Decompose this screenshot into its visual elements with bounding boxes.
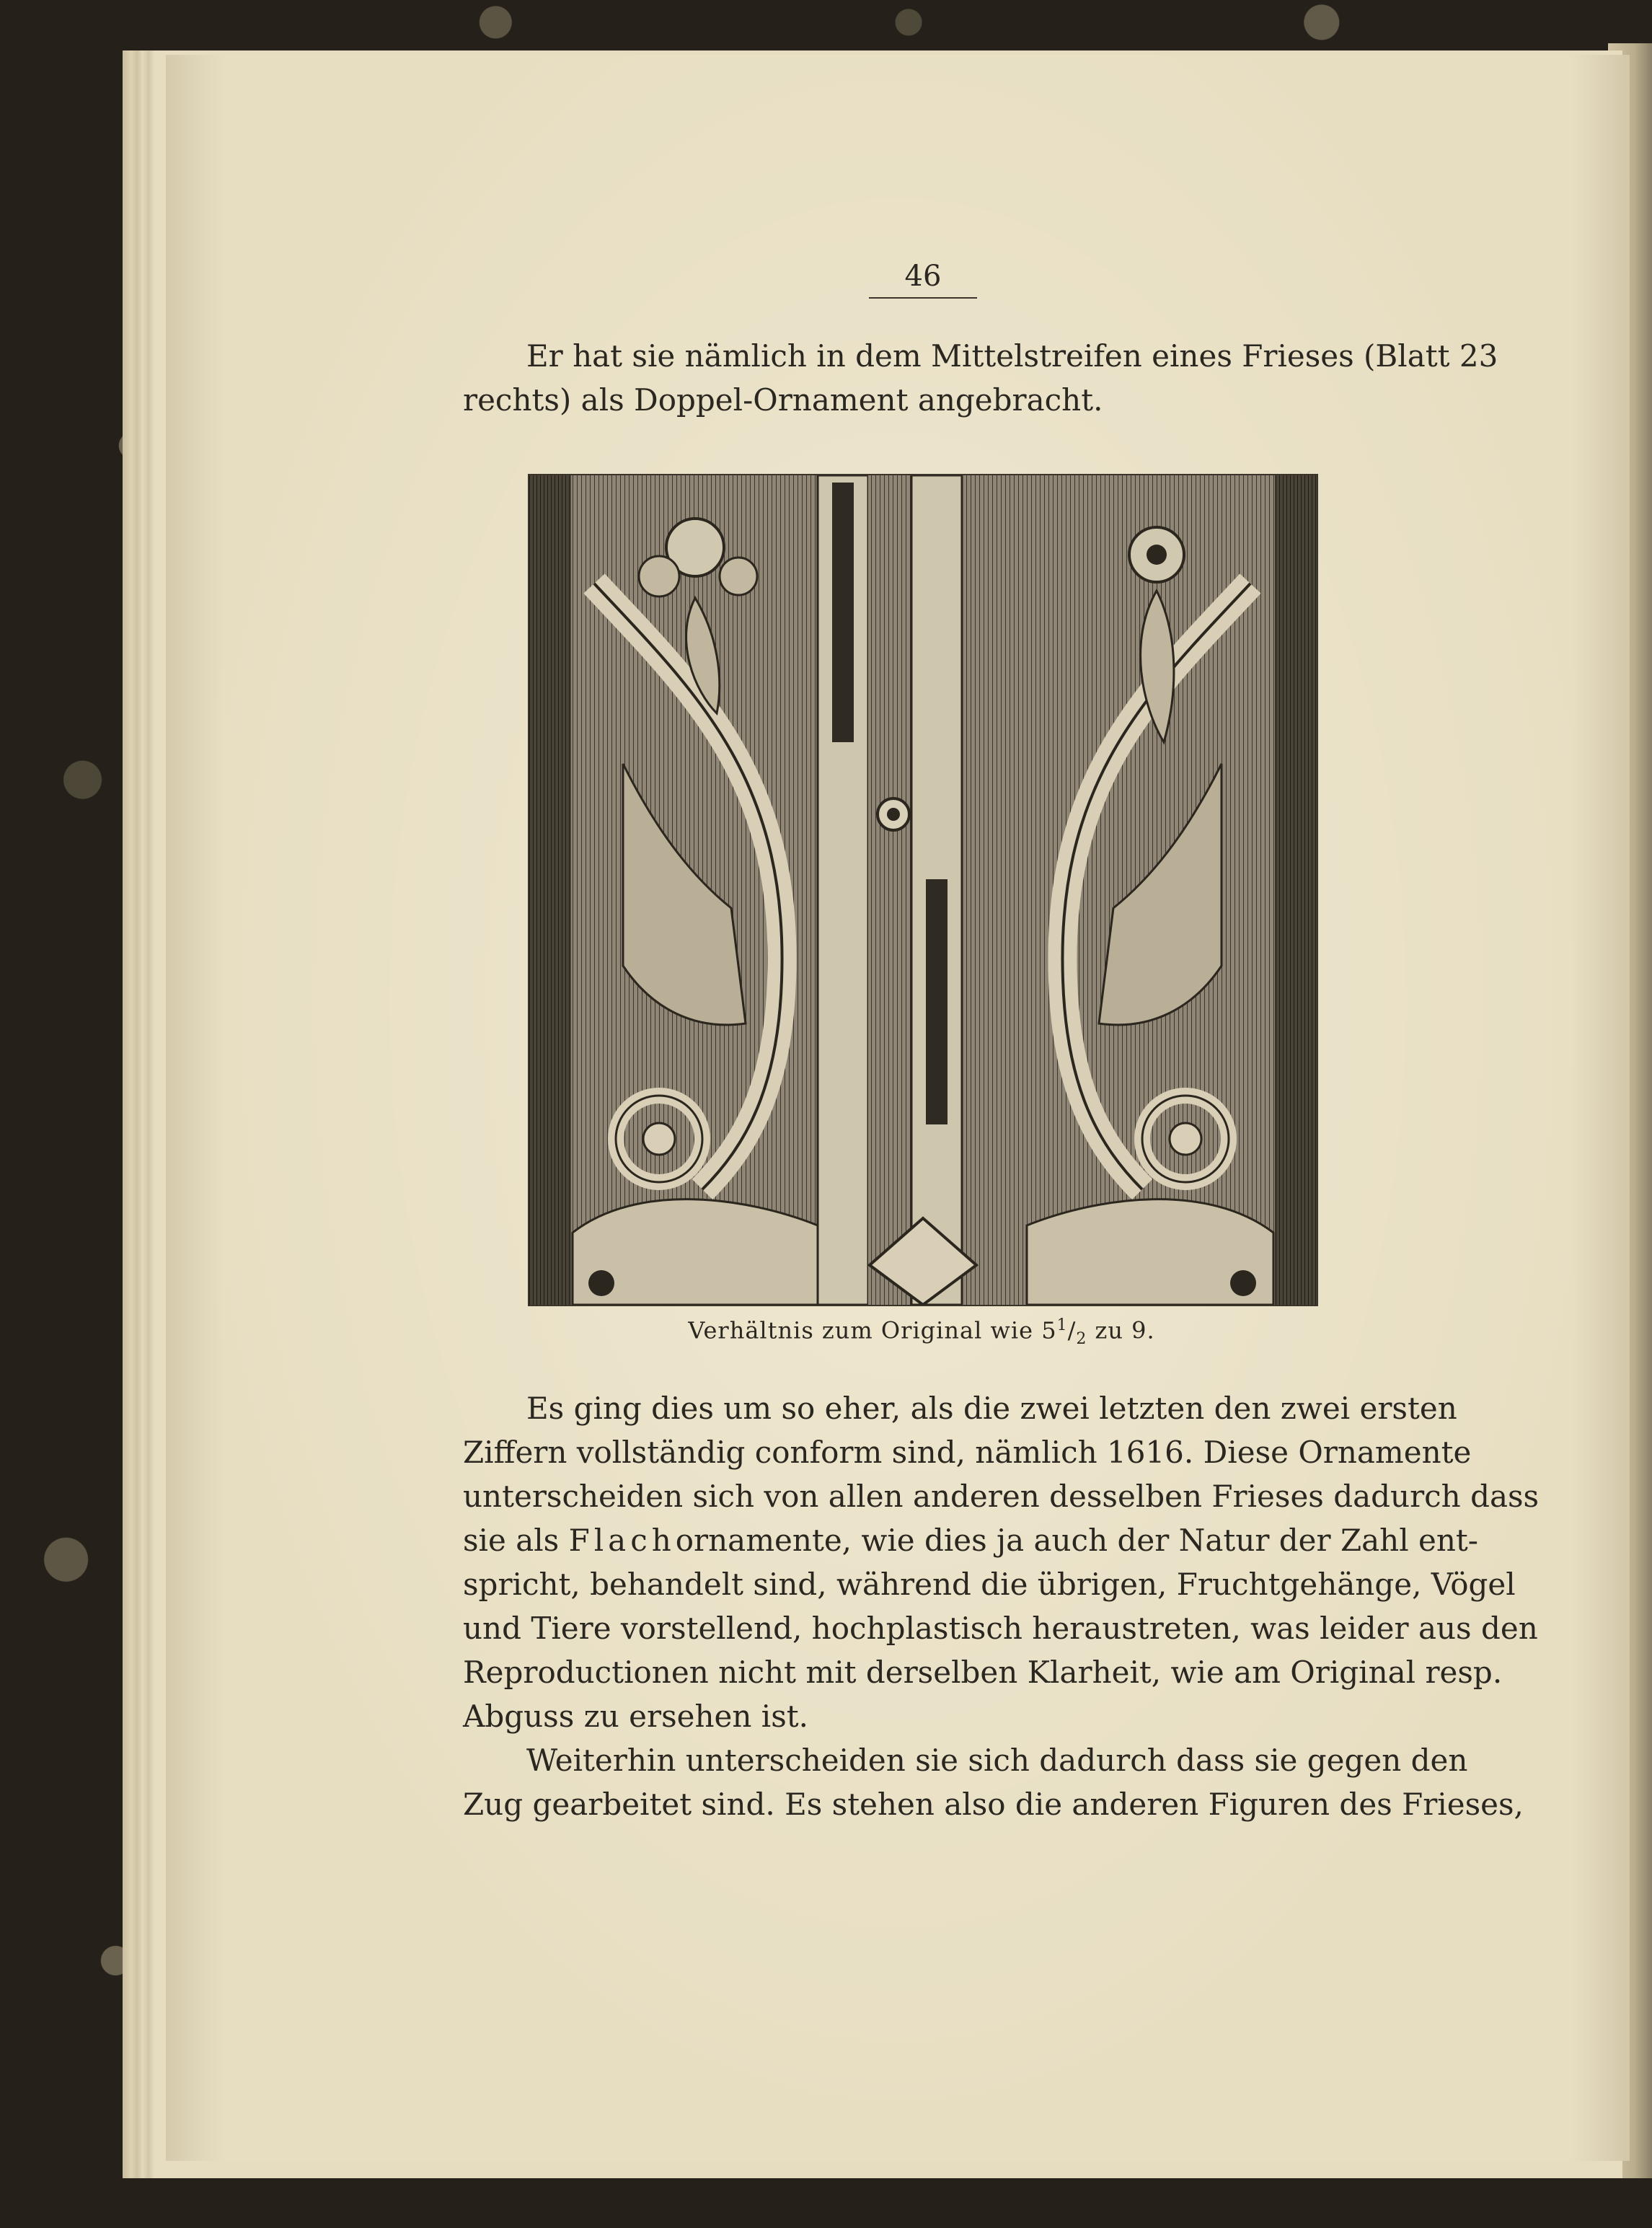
text-line: Reproductionen nicht mit derselben Klarheit, wie am Original resp. [463, 1655, 1503, 1690]
text-line: unterscheiden sich von allen anderen desselben Frieses dadurch dass [463, 1479, 1540, 1514]
paragraph-2 [463, 1386, 1540, 1738]
text-line: Abguss zu ersehen ist. [463, 1699, 809, 1734]
text-line: spricht, behandelt sind, während die übrigen, Fruchtgehänge, Vögel [463, 1567, 1516, 1602]
ornament-engraving [528, 474, 1318, 1306]
emphasized-word: Flach [568, 1523, 676, 1558]
paragraph-1 [463, 334, 1498, 422]
caption-fraction-slash: / [1067, 1316, 1077, 1344]
paragraph-3 [463, 1738, 1524, 1826]
caption-fraction-numerator: 1 [1056, 1316, 1068, 1334]
caption-text-end: zu 9. [1087, 1316, 1155, 1344]
text-line: Ziffern vollständig conform sind, nämlich 1616. Diese Ornamente [463, 1435, 1472, 1470]
caption-fraction-denominator: 2 [1076, 1330, 1087, 1349]
text-fragment: ornamente, wie dies ja auch der Natur der Zahl ent- [675, 1523, 1478, 1558]
text-line: Er hat sie nämlich in dem Mittelstreifen eines Frieses (Blatt 23 [526, 338, 1498, 374]
page-number: 46 [869, 260, 977, 299]
text-fragment: sie als [463, 1523, 560, 1558]
text-line: Weiterhin unterscheiden sie sich dadurch dass sie gegen den [526, 1743, 1468, 1778]
text-line [463, 1518, 1478, 1562]
figure-caption [528, 1316, 1315, 1348]
text-line: Zug gearbeitet sind. Es stehen also die anderen Figuren des Frieses, [463, 1787, 1524, 1822]
text-line: Es ging dies um so eher, als die zwei letzten den zwei ersten [526, 1391, 1457, 1426]
text-line: und Tiere vorstellend, hochplastisch heraustreten, was leider aus den [463, 1611, 1538, 1646]
text-line: rechts) als Doppel-Ornament angebracht. [463, 382, 1103, 418]
caption-text: Verhältnis zum Original wie 5 [688, 1316, 1057, 1344]
